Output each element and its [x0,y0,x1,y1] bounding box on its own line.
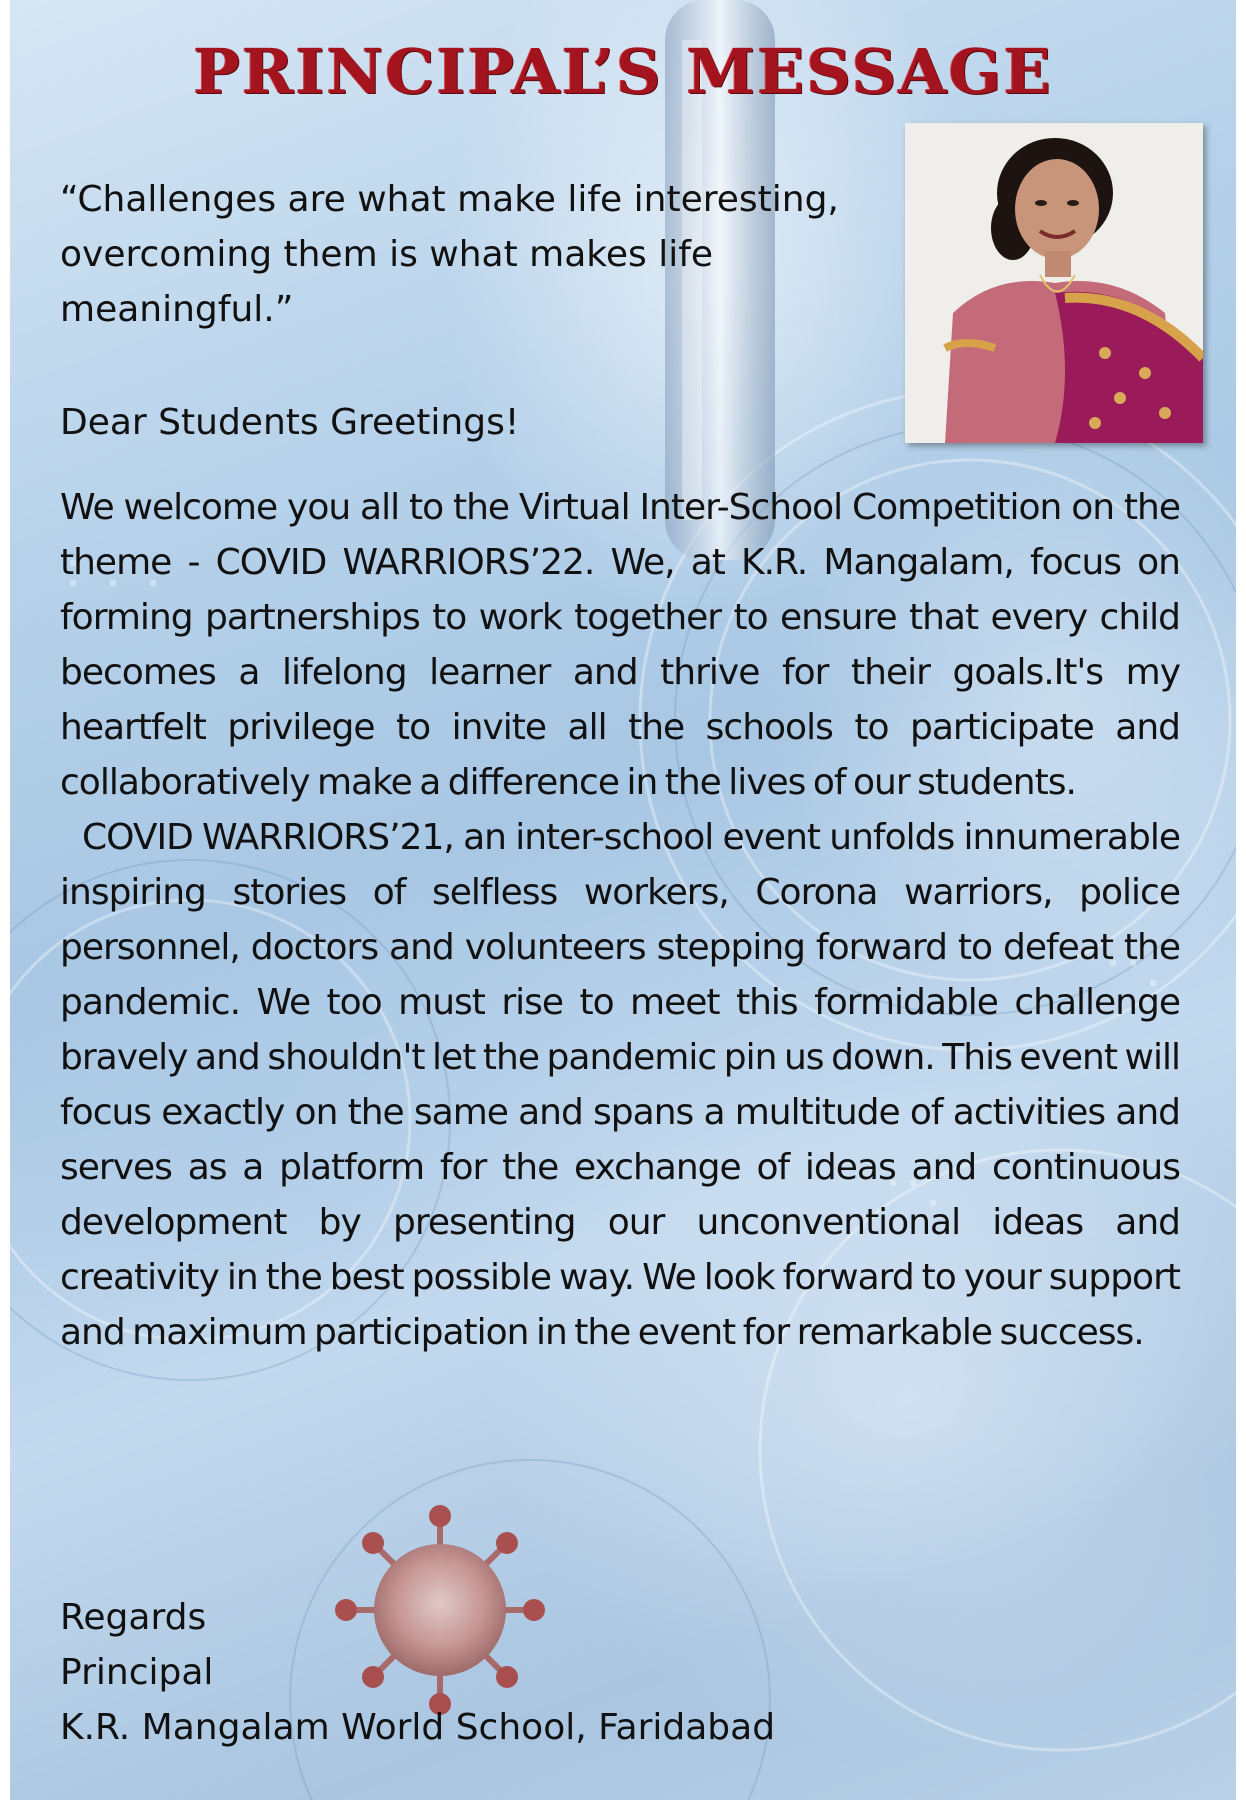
message-body [60,480,1180,1360]
opening-quote: “Challenges are what make life interesting, overcoming them is what makes life meaningful.” [60,179,839,330]
designation-text: Principal [60,1652,214,1693]
page-title: PRINCIPAL’S MESSAGE [193,35,1053,108]
message-poster [10,0,1236,1800]
paragraph-welcome: We welcome you all to the Virtual Inter-School Competition on the theme - COVID WARRIORS’22. We, at K.R. Mangalam, focus on forming partnerships to work together to ensure that every child becomes a lifelong learner and thrive for their goals.It's my heartfelt privilege to invite all the schools to participate and collaboratively make a difference in the lives of our students. [60,487,1180,803]
paragraph-event: COVID WARRIORS’21, an inter-school event unfolds innumerable inspiring stories of selfless workers, Corona warriors, police personnel, doctors and volunteers stepping forward to defeat the pandemic. We too must rise to meet this formidable challenge bravely and shouldn't let the pandemic pin us down. This event will focus exactly on the same and spans a multitude of activities and serves as a platform for the exchange of ideas and continuous development by presenting our unconventional ideas and creativity in the best possible way. We look forward to your support and maximum participation in the event for remarkable success. [60,817,1180,1353]
school-name: K.R. Mangalam World School, Faridabad [60,1707,776,1748]
greeting: Dear Students Greetings! [60,402,520,443]
principal-photo [905,123,1203,443]
signature-block [60,1590,775,1755]
regards-text: Regards [60,1597,207,1638]
